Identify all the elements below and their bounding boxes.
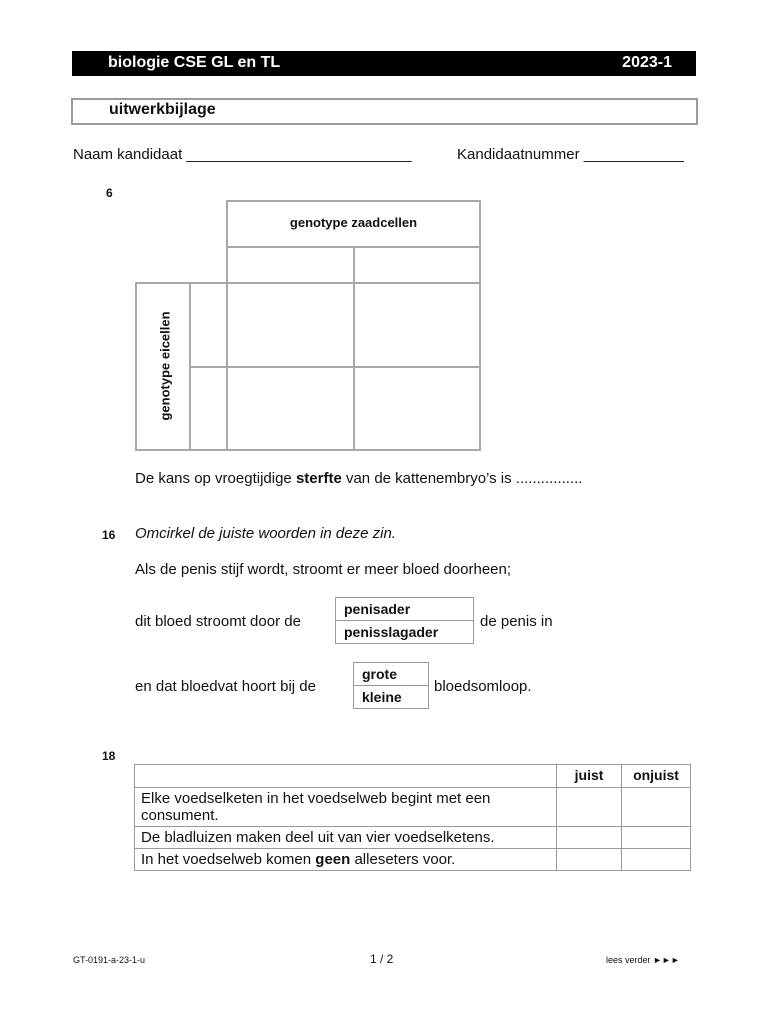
question-18-number: 18 [102,749,116,763]
statement-cell [135,788,557,827]
statement-header [135,765,557,788]
table-header-row [135,765,691,788]
question-6-number: 6 [106,186,113,200]
col-header-label: genotype zaadcellen [289,215,418,230]
candidate-number-line[interactable]: ____________ [583,146,684,163]
question-16-line3-post: bloedsomloop. [434,678,532,695]
candidate-name-label: Naam kandidaat [73,146,183,163]
candidate-name-line[interactable]: ___________________________ [186,146,412,163]
onjuist-checkbox-cell[interactable] [622,788,691,827]
candidate-name-row [73,146,412,163]
statement-cell [135,849,557,871]
juist-checkbox-cell[interactable] [557,849,622,871]
footer-next: lees verder ►►► [606,955,680,965]
header-bar [72,51,696,76]
section-title-box [71,98,698,125]
candidate-number-label: Kandidaatnummer [457,146,580,163]
statement-text: alleseters voor. [350,851,456,868]
question-16-line2-post: de penis in [480,613,553,630]
section-title: uitwerkbijlage [109,101,216,118]
footer-code: GT-0191-a-23-1-u [73,955,146,965]
question-16-line1: Als de penis stijf wordt, stroomt er meer bloed doorheen; [135,561,512,578]
choice-kleine[interactable]: kleine [354,685,428,708]
statement-text: Elke voedselketen in het voedselweb begint met een consument. [141,790,491,824]
choice-box-vessel [335,597,474,644]
choice-box-circulation [353,662,429,709]
statement-text: De bladluizen maken deel uit van vier voedselketens. [141,829,495,846]
question-18-table [134,764,691,871]
question-6-sentence [135,470,582,487]
sperm-genotype-cell-2[interactable] [353,246,481,284]
question-16-instruction: Omcirkel de juiste woorden in deze zin. [135,525,396,542]
footer-page-number: 1 / 2 [370,952,394,966]
statement-text: In het voedselweb komen [141,851,316,868]
onjuist-checkbox-cell[interactable] [622,849,691,871]
col-onjuist-header: onjuist [622,765,691,788]
exam-code: 2023-1 [622,54,672,71]
question-16-line3-pre: en dat bloedvat hoort bij de [135,678,316,695]
answer-dots[interactable]: ................ [515,470,583,487]
choice-grote[interactable]: grote [362,666,397,682]
offspring-cell-1-1[interactable] [226,282,355,368]
statement-cell [135,827,557,849]
table-row [135,827,691,849]
juist-checkbox-cell[interactable] [557,827,622,849]
egg-genotype-cell-2[interactable] [189,366,228,451]
juist-checkbox-cell[interactable] [557,788,622,827]
sentence-bold-text: sterfte [295,470,342,487]
table-row [135,849,691,871]
row-header-label: genotype eicellen [157,311,173,421]
candidate-number-row [457,146,684,163]
subject-title: biologie CSE GL en TL [108,54,281,71]
offspring-cell-1-2[interactable] [353,282,481,368]
choice-penisslagader[interactable]: penisslagader [336,620,473,643]
question-16-line2-pre: dit bloed stroomt door de [135,613,301,630]
egg-genotype-cell-1[interactable] [189,282,228,368]
offspring-cell-2-2[interactable] [353,366,481,451]
onjuist-checkbox-cell[interactable] [622,827,691,849]
sperm-genotype-cell-1[interactable] [226,246,355,284]
col-juist-header: juist [557,765,622,788]
offspring-cell-2-1[interactable] [226,366,355,451]
table-row [135,788,691,827]
sentence-text: van de kattenembryo’s is [341,470,512,487]
sentence-text: De kans op vroegtijdige [135,470,296,487]
statement-bold-text: geen [315,851,351,868]
question-16-number: 16 [102,528,116,542]
choice-penisader[interactable]: penisader [344,601,411,617]
